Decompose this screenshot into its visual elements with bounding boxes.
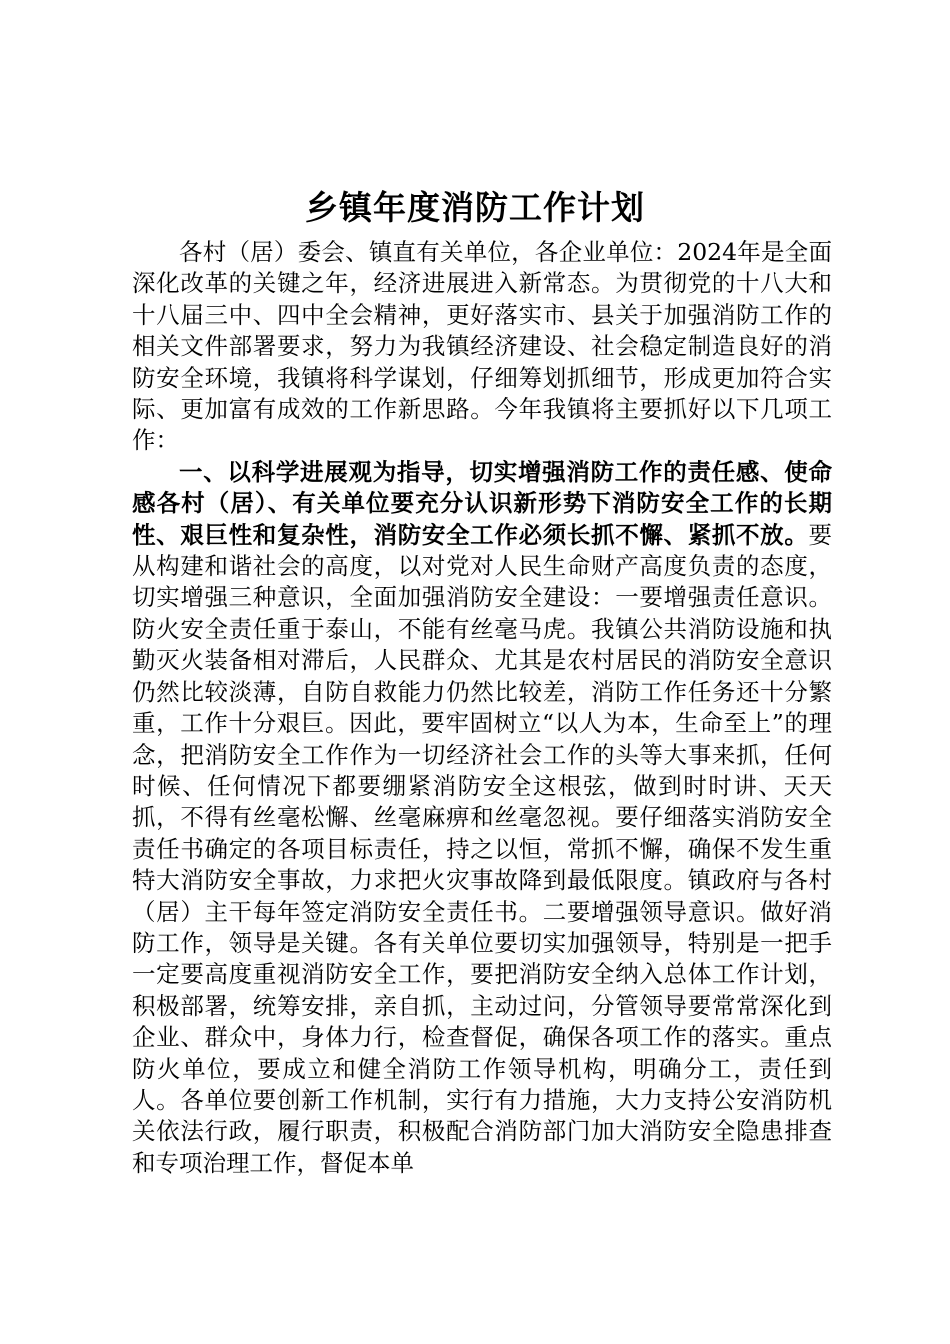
document-body	[132, 237, 832, 1179]
document-title: 乡镇年度消防工作计划	[305, 188, 645, 227]
intro-paragraph: 各村（居）委会、镇直有关单位，各企业单位：2024年是全面深化改革的关键之年，经济进展进入新常态。为贯彻党的十八大和十八届三中、四中全会精神，更好落实市、县关于加强消防工作的相关文件部署要求，努力为我镇经济建设、社会稳定制造良好的消防安全环境，我镇将科学谋划，仔细筹划抓细节，形成更加符合实际、更加富有成效的工作新思路。今年我镇将主要抓好以下几项工作：	[132, 238, 832, 455]
section-1-body: 要从构建和谐社会的高度，以对党对人民生命财产高度负责的态度，切实增强三种意识，全面加强消防安全建设：一要增强责任意识。防火安全责任重于泰山，不能有丝毫马虎。我镇公共消防设施和执勤灭火装备相对滞后，人民群众、尤其是农村居民的消防安全意识仍然比较淡薄，自防自救能力仍然比较差，消防工作任务还十分繁重，工作十分艰巨。因此，要牢固树立“以人为本，生命至上”的理念，把消防安全工作作为一切经济社会工作的头等大事来抓，任何时候、任何情况下都要绷紧消防安全这根弦，做到时时讲、天天抓，不得有丝毫松懈、丝毫麻痹和丝毫忽视。要仔细落实消防安全责任书确定的各项目标责任，持之以恒，常抓不懈，确保不发生重特大消防安全事故，力求把火灾事故降到最低限度。镇政府与各村（居）主干每年签定消防安全责任书。二要增强领导意识。做好消防工作，领导是关键。各有关单位要切实加强领导，特别是一把手一定要高度重视消防安全工作，要把消防安全纳入总体工作计划，积极部署，统筹安排，亲自抓，主动过问，分管领导要常常深化到企业、群众中，身体力行，检查督促，确保各项工作的落实。重点防火单位，要成立和健全消防工作领导机构，明确分工，责任到人。各单位要创新工作机制，实行有力措施，大力支持公安消防机关依法行政，履行职责，积极配合消防部门加大消防安全隐患排查和专项治理工作，督促本单	[132, 520, 832, 1177]
section-1-heading: 一、以科学进展观为指导，切实增强消防工作的责任感、使命感各村（居）、有关单位要充分认识新形势下消防安全工作的长期性、艰巨性和复杂性，消防安全工作必须长抓不懈、紧抓不放。	[132, 457, 832, 549]
section-1-paragraph	[132, 457, 832, 1179]
